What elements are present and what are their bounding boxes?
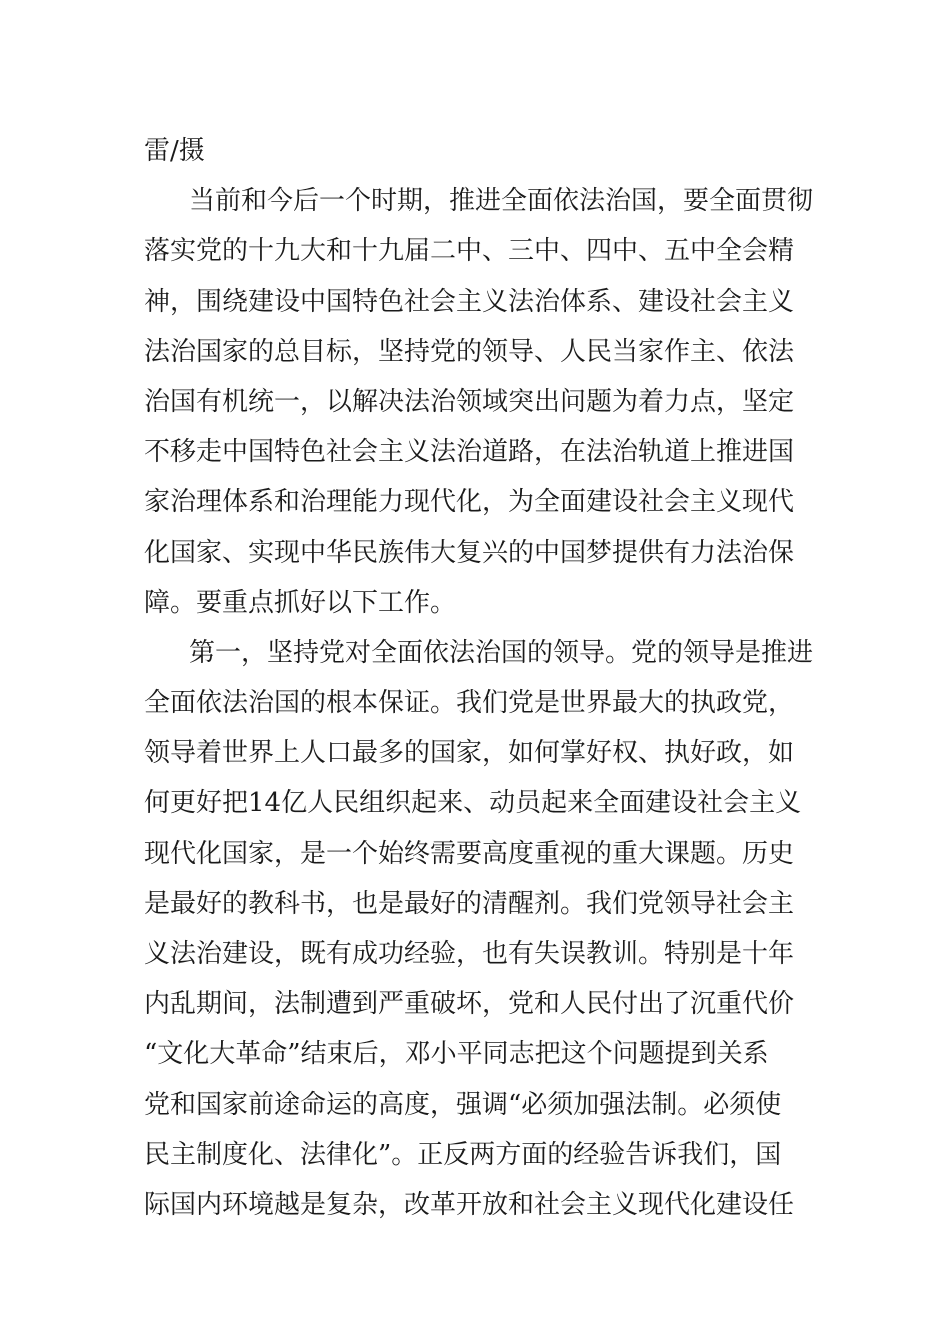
text-line: 是最好的教科书，也是最好的清醒剂。我们党领导社会主 <box>144 888 795 919</box>
text-line: 第一，坚持党对全面依法治国的领导。党的领导是推进 <box>189 637 814 668</box>
text-line: 不移走中国特色社会主义法治道路，在法治轨道上推进国 <box>144 437 795 468</box>
text-line: 神，围绕建设中国特色社会主义法治体系、建设社会主义 <box>144 286 795 317</box>
text-line: 家治理体系和治理能力现代化，为全面建设社会主义现代 <box>144 487 795 518</box>
text-line: 内乱期间，法制遭到严重破坏，党和人民付出了沉重代价 <box>144 989 795 1020</box>
document-body <box>144 126 824 1230</box>
text-line: 当前和今后一个时期，推进全面依法治国，要全面贯彻 <box>189 186 814 217</box>
text-line: 障。要重点抓好以下工作。 <box>144 587 457 618</box>
text-line: 治国有机统一，以解决法治领域突出问题为着力点，坚定 <box>144 386 795 417</box>
text-line: 雷/摄 <box>144 136 205 166</box>
text-line: 义法治建设，既有成功经验，也有失误教训。特别是十年 <box>144 939 795 969</box>
text-line: 全面依法治国的根本保证。我们党是世界最大的执政党， <box>144 688 795 719</box>
text-line: 化国家、实现中华民族伟大复兴的中国梦提供有力法治保 <box>144 537 795 568</box>
text-line: 际国内环境越是复杂，改革开放和社会主义现代化建设任 <box>144 1189 795 1220</box>
text-line: 党和国家前途命运的高度，强调“必须加强法制。必须使 <box>144 1089 782 1120</box>
text-line: 法治国家的总目标，坚持党的领导、人民当家作主、依法 <box>144 336 795 367</box>
text-line: 何更好把14亿人民组织起来、动员起来全面建设社会主义 <box>144 788 802 819</box>
text-line: “文化大革命”结束后，邓小平同志把这个问题提到关系 <box>144 1039 769 1070</box>
text-line: 落实党的十九大和十九届二中、三中、四中、五中全会精 <box>144 236 795 267</box>
text-line: 民主制度化、法律化”。正反两方面的经验告诉我们，国 <box>144 1139 782 1170</box>
text-line: 领导着世界上人口最多的国家，如何掌好权、执好政，如 <box>144 738 795 769</box>
text-line: 现代化国家，是一个始终需要高度重视的重大课题。历史 <box>144 838 795 869</box>
